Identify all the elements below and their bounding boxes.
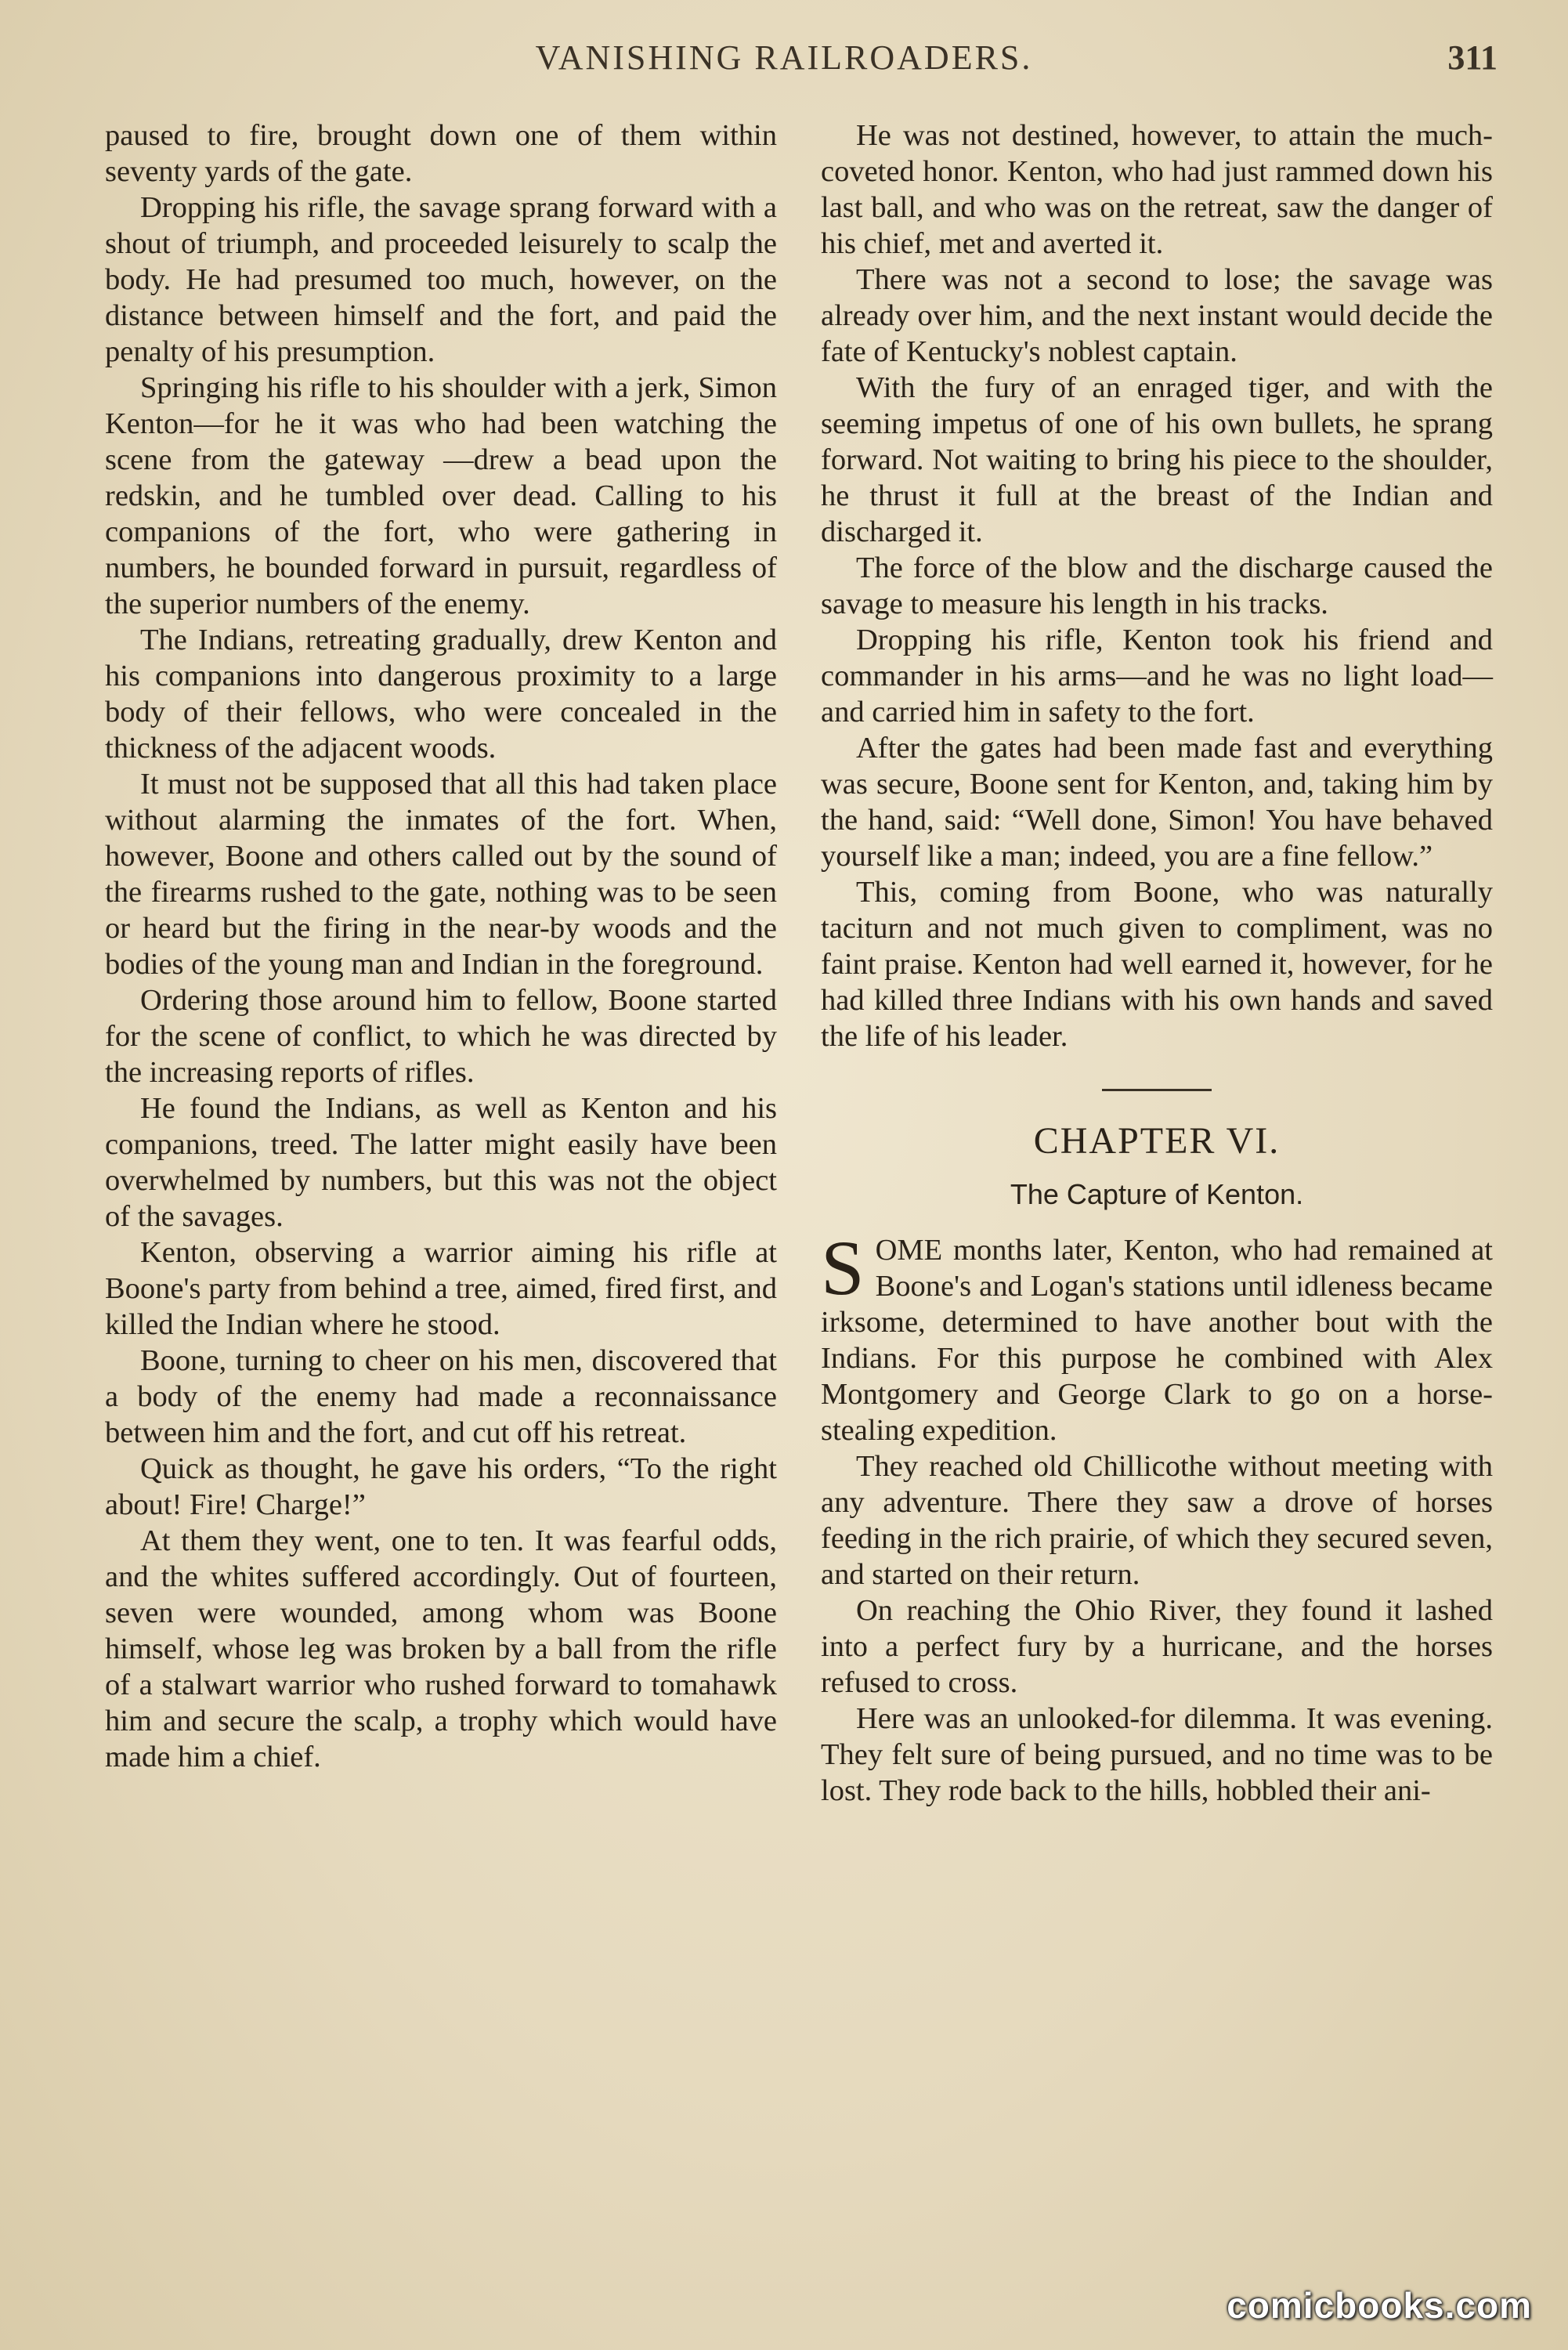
- chapter-title: CHAPTER VI.: [1033, 1120, 1281, 1162]
- paragraph: With the fury of an enraged tiger, and with the seeming impetus of one of his own bullets, he sprang forward. Not waiting to bring his piece to the shoulder, he thrust it full at the breast of the Indian and discharged it.: [821, 371, 1493, 548]
- paragraph: Springing his rifle to his shoulder with a jerk, Simon Kenton—for he it was who had been watching the scene from the gateway —drew a bead upon the redskin, and he tumbled over dead. Calling to his companions of the fort, who were gathering in numbers, he bounded forward in pursuit, regardless of the superior numbers of the enemy.: [105, 371, 777, 620]
- paragraph: The Indians, retreating gradually, drew Kenton and his companions into dangerous proximity to a large body of their fellows, who were concealed in the thickness of the adjacent woods.: [105, 624, 777, 765]
- paragraph: They reached old Chillicothe without meeting with any adventure. There they saw a drove of horses feeding in the rich prairie, of which they secured seven, and started on their return.: [821, 1450, 1493, 1591]
- opening-text: OME months later, Kenton, who had remained at Boone's and Logan's stations until idleness became irksome, determined to have another bout with the Indians. For this purpose he combined with Alex Montgomery and George Clark to go on a horse-stealing expedition.: [821, 1234, 1493, 1447]
- paragraph: Quick as thought, he gave his orders, “To the right about! Fire! Charge!”: [105, 1452, 777, 1521]
- paragraph: Here was an unlooked-for dilemma. It was evening. They felt sure of being pursued, and no time was to be lost. They rode back to the hills, hobbled their ani-: [821, 1702, 1493, 1807]
- paragraph: It must not be supposed that all this had taken place without alarming the inmates of the fort. When, however, Boone and others called out by the sound of the firearms rushed to the gate, nothing was to be seen or heard but the firing in the near-by woods and the bodies of the young man and Indian in the foreground.: [105, 768, 777, 981]
- paragraph: On reaching the Ohio River, they found it lashed into a perfect fury by a hurricane, and the horses refused to cross.: [821, 1594, 1493, 1699]
- left-column: [105, 118, 777, 1775]
- right-column: [821, 118, 1493, 1809]
- paragraph: Dropping his rifle, the savage sprang forward with a shout of triumph, and proceeded leisurely to scalp the body. He had presumed too much, however, on the distance between himself and the fort, and paid the penalty of his presumption.: [105, 191, 777, 368]
- paragraph: There was not a second to lose; the savage was already over him, and the next instant would decide the fate of Kentucky's noblest captain.: [821, 263, 1493, 368]
- paragraph: Dropping his rifle, Kenton took his friend and commander in his arms—and he was no light load—and carried him in safety to the fort.: [821, 624, 1493, 728]
- paragraph: He found the Indians, as well as Kenton and his companions, treed. The latter might easily have been overwhelmed by numbers, but this was not the object of the savages.: [105, 1092, 777, 1233]
- paragraph: Kenton, observing a warrior aiming his rifle at Boone's party from behind a tree, aimed, fired first, and killed the Indian where he stood.: [105, 1236, 777, 1341]
- drop-cap: S: [821, 1224, 865, 1311]
- paragraph: Ordering those around him to fellow, Boone started for the scene of conflict, to which he was directed by the increasing reports of rifles.: [105, 984, 777, 1089]
- paragraph: He was not destined, however, to attain the much-coveted honor. Kenton, who had just rammed down his last ball, and who was on the retreat, saw the danger of his chief, met and averted it.: [821, 119, 1493, 260]
- running-header-title: VANISHING RAILROADERS.: [535, 38, 1033, 77]
- paragraph: This, coming from Boone, who was naturally taciturn and not much given to compliment, was no faint praise. Kenton had well earned it, however, for he had killed three Indians with his own hands and saved the life of his leader.: [821, 876, 1493, 1053]
- page-number: 311: [1447, 38, 1498, 77]
- chapter-subtitle: The Capture of Kenton.: [1010, 1178, 1304, 1210]
- section-divider: [1102, 1089, 1212, 1091]
- paragraph: Boone, turning to cheer on his men, discovered that a body of the enemy had made a reconnaissance between him and the fort, and cut off his retreat.: [105, 1344, 777, 1449]
- paragraph: After the gates had been made fast and everything was secure, Boone sent for Kenton, and, taking him by the hand, said: “Well done, Simon! You have behaved yourself like a man; indeed, you are a fine fellow.”: [821, 732, 1493, 873]
- paragraph: At them they went, one to ten. It was fearful odds, and the whites suffered accordingly. Out of fourteen, seven were wounded, among whom was Boone himself, whose leg was broken by a ball from the rifle of a stalwart warrior who rushed forward to tomahawk him and secure the scalp, a trophy which would have made him a chief.: [105, 1524, 777, 1773]
- chapter-opening-paragraph: [821, 1224, 1493, 1448]
- paragraph: paused to fire, brought down one of them within seventy yards of the gate.: [105, 119, 777, 188]
- site-watermark: comicbooks.com: [1227, 2285, 1532, 2326]
- paragraph: The force of the blow and the discharge caused the savage to measure his length in his tracks.: [821, 551, 1493, 620]
